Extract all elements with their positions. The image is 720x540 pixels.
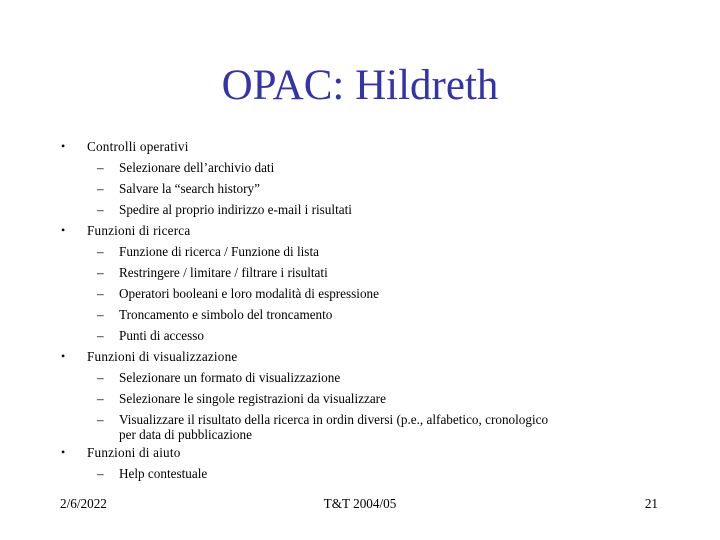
dash-icon: –	[97, 307, 104, 322]
dash-icon: –	[97, 244, 104, 259]
bullet-controlli-operativi	[57, 136, 677, 157]
sub-item-text: Salvare la “search history”	[119, 181, 260, 196]
sub-item	[57, 262, 677, 283]
sub-item	[57, 241, 677, 262]
bullet-icon: •	[61, 139, 66, 153]
sub-item-text: Operatori booleani e loro modalità di espressione	[119, 286, 380, 301]
page-number: 21	[644, 496, 658, 511]
dash-icon: –	[97, 286, 104, 301]
bullet-icon: •	[61, 445, 66, 459]
sub-item-text: Selezionare le singole registrazioni da visualizzare	[119, 391, 386, 406]
sub-item	[57, 388, 677, 409]
bullet-label: Funzioni di ricerca	[87, 223, 191, 238]
sub-item	[57, 157, 677, 178]
footer-date: 2/6/2022	[60, 496, 107, 511]
bullet-label: Funzioni di visualizzazione	[87, 349, 238, 364]
bullet-funzioni-di-visualizzazione	[57, 346, 677, 367]
dash-icon: –	[97, 202, 104, 217]
sub-item	[57, 325, 677, 346]
slide-body	[57, 136, 677, 484]
dash-icon: –	[97, 412, 104, 427]
dash-icon: –	[97, 466, 104, 481]
sub-item-continuation: per data di pubblicazione	[119, 427, 252, 442]
dash-icon: –	[97, 370, 104, 385]
sub-item	[57, 463, 677, 484]
bullet-label: Funzioni di aiuto	[87, 445, 181, 460]
bullet-label: Controlli operativi	[87, 139, 189, 154]
sub-item-text: Selezionare un formato di visualizzazione	[119, 370, 341, 385]
bullet-icon: •	[61, 223, 66, 237]
dash-icon: –	[97, 328, 104, 343]
sub-item	[57, 283, 677, 304]
bullet-funzioni-di-ricerca	[57, 220, 677, 241]
sub-item-text: Punti di accesso	[119, 328, 204, 343]
dash-icon: –	[97, 160, 104, 175]
sub-item-text: Visualizzare il risultato della ricerca in ordin diversi (p.e., alfabetico, cronologico	[119, 412, 549, 427]
sub-item	[57, 304, 677, 325]
slide-title: OPAC: Hildreth	[221, 62, 499, 109]
sub-item-text: Troncamento e simbolo del troncamento	[119, 307, 333, 322]
sub-item	[57, 409, 677, 442]
sub-item-text: Restringere / limitare / filtrare i risultati	[119, 265, 328, 280]
dash-icon: –	[97, 265, 104, 280]
sub-item-text: Help contestuale	[119, 466, 208, 481]
footer-center-text: T&T 2004/05	[323, 496, 397, 511]
sub-item	[57, 178, 677, 199]
bullet-funzioni-di-aiuto	[57, 442, 677, 463]
sub-item	[57, 367, 677, 388]
sub-item	[57, 199, 677, 220]
sub-item-text: Funzione di ricerca / Funzione di lista	[119, 244, 319, 259]
sub-item-text: Spedire al proprio indirizzo e-mail i risultati	[119, 202, 352, 217]
dash-icon: –	[97, 391, 104, 406]
dash-icon: –	[97, 181, 104, 196]
bullet-icon: •	[61, 349, 66, 363]
sub-item-text: Selezionare dell’archivio dati	[119, 160, 275, 175]
